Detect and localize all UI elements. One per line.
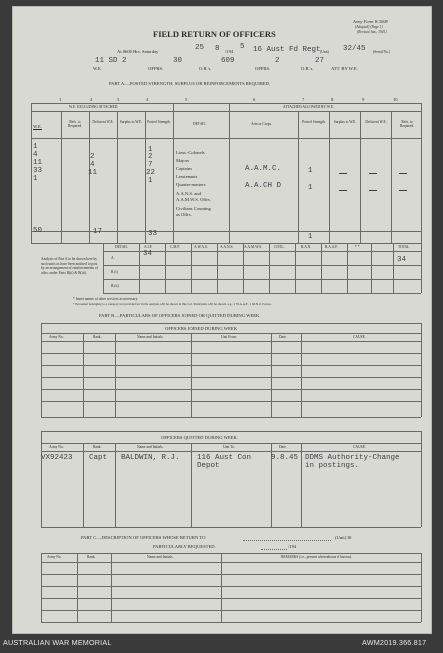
deficient-value-row: 11 <box>88 169 98 177</box>
we-col-header: W.E. <box>33 124 43 129</box>
joined-col-header: Name and Initials. <box>137 335 164 339</box>
footnote-2: * Personnel belonging to a category not provided for in the analysis will be shown in this Col. Particulars will be shown, e.g., 2 W.A.A.F., 1 M.N.Z. Forces. <box>73 302 272 306</box>
quitted-col-header: Date. <box>279 445 287 449</box>
table-rule <box>41 323 421 324</box>
att-posted-2: 1 <box>308 184 313 192</box>
refs-col-header: Refs. to Required. <box>67 120 83 128</box>
year-prefix: /194 <box>225 49 234 54</box>
quitted-rank: Capt <box>89 454 108 462</box>
form-number: Army Form W.3008 <box>353 19 388 24</box>
table-rule <box>191 333 192 417</box>
table-rule <box>111 553 112 622</box>
table-rule <box>191 243 192 293</box>
posted-value-row: 22 <box>146 169 156 177</box>
table-rule <box>89 111 90 243</box>
part-c-col-header: Name and Initials. <box>147 555 174 559</box>
rank-label: Civilians Counting <box>176 206 211 211</box>
we-value-row: 1 <box>33 175 38 183</box>
att-posted-1: 1 <box>308 167 313 175</box>
att-refs-col-header: Refs. to Required. <box>399 120 415 128</box>
quitted-name: BALDWIN, R.J. <box>121 454 180 462</box>
col-number: 6 <box>253 97 256 102</box>
deficient-col-header: Deficient W.E. <box>92 120 114 124</box>
dash-mark <box>369 173 377 174</box>
dash-mark <box>399 173 407 174</box>
rank-label: Captains <box>176 166 193 171</box>
att-surplus-col-header: Surplus to W.E. <box>333 120 357 124</box>
quitted-col-header: Army No. <box>49 445 64 449</box>
part-a-heading: PART A.—POSTED STRENGTH, SURPLUS OR REINFORCEMENTS REQUIRED. <box>109 81 271 86</box>
table-rule <box>41 365 421 366</box>
table-rule <box>145 111 146 243</box>
rank-label: Lieutenants <box>176 174 198 179</box>
fill-line <box>243 540 331 541</box>
table-rule <box>421 553 422 622</box>
table-rule <box>41 598 421 599</box>
table-rule <box>421 103 422 243</box>
table-rule <box>41 527 421 528</box>
offrs-value: 30 <box>173 57 183 65</box>
att-label: ATT. BY W.E. <box>331 66 358 71</box>
table-rule <box>41 610 421 611</box>
footer-institution: AUSTRALIAN WAR MEMORIAL <box>3 638 112 647</box>
quitted-col-header: Name and Initials. <box>137 445 164 449</box>
joined-col-header: Rank. <box>93 335 102 339</box>
quitted-unit-2: Depot <box>197 462 220 470</box>
table-rule <box>347 243 348 293</box>
col-number: 3 <box>117 97 120 102</box>
posted-value-row: 7 <box>148 161 153 169</box>
table-rule <box>41 401 421 402</box>
table-rule <box>41 553 42 622</box>
attached-header: ATTACHED ALLOWED BY W.E. <box>283 105 334 109</box>
offrs-label: OFFRS. <box>148 66 164 71</box>
table-rule <box>41 333 421 334</box>
table-rule <box>329 111 330 243</box>
table-rule <box>41 341 421 342</box>
table-rule <box>295 243 296 293</box>
quitted-cause-1: DDMS Authority-Change <box>305 454 400 462</box>
rank-label: Lieut.-Colonels <box>176 150 205 155</box>
part-c-unit-label: (Unit) IS <box>335 535 352 540</box>
arm-col-header: Arm or Corps. <box>251 122 272 126</box>
sub-col-header: A.A.M.W.S. <box>244 245 262 249</box>
table-rule <box>41 586 421 587</box>
col-number: 1 <box>59 97 62 102</box>
sub-col-header: R.A.A.F. <box>325 245 338 249</box>
joined-heading: OFFICERS JOINED DURING WEEK <box>165 326 238 331</box>
ors-value: 609 <box>221 57 235 65</box>
table-rule <box>391 111 392 243</box>
unit-name: 16 Aust Fd Regt <box>253 46 321 54</box>
col-number: 5 <box>185 97 188 102</box>
deficient-value-row: 2 <box>90 153 95 161</box>
rank-label: Majors <box>176 158 190 163</box>
quitted-cause-2: in postings. <box>305 462 360 470</box>
we-value-row: 33 <box>33 167 43 175</box>
sub-col-header: * * <box>355 245 360 249</box>
sub-row-label: B.(ii) <box>111 284 119 288</box>
table-rule <box>41 389 421 390</box>
table-rule <box>103 243 421 244</box>
table-rule <box>61 111 62 243</box>
joined-col-header: Unit From. <box>221 335 237 339</box>
col-number: 2 <box>90 97 93 102</box>
serial-number: 32/45 <box>343 45 366 53</box>
table-rule <box>83 443 84 527</box>
footnote-1: * Insert names of other services as necessary. <box>73 297 139 301</box>
table-rule <box>360 111 361 243</box>
we-label: W.E. <box>93 66 103 71</box>
joined-col-header: Date. <box>279 335 287 339</box>
detail-row-label: DETAIL <box>115 245 128 249</box>
table-rule <box>103 265 421 266</box>
sub-col-header: CIVIL. <box>274 245 285 249</box>
date-day: 25 <box>195 44 205 52</box>
att-arm-1: A.A.M.C. <box>245 165 282 173</box>
sub-col-header: A.A.N.S. <box>220 245 234 249</box>
table-rule <box>393 243 394 293</box>
surplus-col-header: Surplus to W.E. <box>119 120 143 124</box>
col-number: 8 <box>331 97 334 102</box>
posted-value-row: 1 <box>148 146 153 154</box>
form-revised: (Revised Jan., 1941) <box>357 30 387 34</box>
col-number: 4 <box>146 97 149 102</box>
sub-row-label: B.(i) <box>111 270 118 274</box>
part-c-line2: PARTICULARLY REQUESTED. <box>153 544 216 549</box>
deficient-value-row: 4 <box>90 161 95 169</box>
table-rule <box>115 443 116 527</box>
rank-label: A.A.M.W.S. Offrs. <box>176 197 211 202</box>
sub-col-header: A.W.A.S. <box>194 245 208 249</box>
table-rule <box>77 553 78 622</box>
form-title: FIELD RETURN OF OFFICERS <box>153 29 276 39</box>
table-rule <box>103 293 421 294</box>
dash-mark <box>339 173 347 174</box>
we-value-row: 1 <box>33 143 38 151</box>
col-number: 10 <box>393 97 398 102</box>
table-rule <box>41 553 421 554</box>
table-rule <box>191 443 192 527</box>
sub-col-header: A.I.F. <box>144 245 153 249</box>
sub-row-label: A. <box>111 256 115 260</box>
table-rule <box>41 443 421 444</box>
quitted-col-header: Unit To. <box>223 445 235 449</box>
part-c-year: /194 <box>288 544 297 549</box>
posted-col-header: Posted Strength. <box>147 120 171 124</box>
fill-line <box>261 549 287 550</box>
table-rule <box>271 333 272 417</box>
table-rule <box>221 553 222 622</box>
col-number: 7 <box>302 97 305 102</box>
offrs2-value: 2 <box>275 57 280 65</box>
footer-accession: AWM2019.366.817 <box>362 638 427 647</box>
table-rule <box>139 243 140 293</box>
aif-value: 34 <box>143 250 153 258</box>
quitted-col-header: Rank. <box>93 445 102 449</box>
table-rule <box>103 279 421 280</box>
serial-label: (Serial No.) <box>373 50 390 54</box>
table-rule <box>41 574 421 575</box>
table-rule <box>41 431 42 527</box>
document-page <box>12 6 432 634</box>
part-b-heading: PART B.—PARTICULARS OF OFFICERS JOINED OR QUITTED DURING WEEK. <box>99 313 261 318</box>
table-rule <box>421 323 422 417</box>
we-value-row: 11 <box>33 159 43 167</box>
table-rule <box>41 353 421 354</box>
table-rule <box>41 622 421 623</box>
quitted-heading: OFFICERS QUITTED DURING WEEK. <box>161 435 238 440</box>
total-posted: 33 <box>148 230 158 238</box>
total-deficient: 17 <box>93 228 103 236</box>
table-rule <box>301 443 302 527</box>
part-c-col-header: Rank. <box>87 555 96 559</box>
table-rule <box>41 562 421 563</box>
att-posted-col-header: Posted Strength. <box>302 120 326 124</box>
rank-label: A.A.N.S. and <box>176 191 201 196</box>
part-c-col-header: Army No. <box>47 555 62 559</box>
joined-col-header: CAUSE. <box>353 335 366 339</box>
we-value-row: 4 <box>33 151 38 159</box>
offrs-label-2: OFFRS. <box>255 66 271 71</box>
posted-value-row: 1 <box>148 177 153 185</box>
sub-col-header: TOTAL <box>398 245 410 249</box>
table-rule <box>243 243 244 293</box>
part-c-col-header: REMARKS (i.e., present whereabouts if known). <box>281 555 352 559</box>
table-rule <box>83 333 84 417</box>
joined-col-header: Army No. <box>49 335 64 339</box>
ors2-value: 27 <box>315 57 325 65</box>
table-rule <box>421 431 422 527</box>
at-line: At 0600 Hrs. Saturday <box>117 49 159 54</box>
rank-label: as Offrs. <box>176 212 192 217</box>
quitted-date: 9.8.45 <box>271 454 299 462</box>
posted-value-row: 2 <box>148 153 153 161</box>
dash-mark <box>339 190 347 191</box>
ors-label: O.R.'s. <box>199 66 212 71</box>
sub-col-header: C.M.F. <box>170 245 180 249</box>
table-rule <box>41 417 421 418</box>
table-rule <box>31 103 421 104</box>
table-rule <box>41 451 421 452</box>
table-rule <box>165 243 166 293</box>
table-rule <box>421 243 422 293</box>
att-def-col-header: Deficient W.E. <box>365 120 387 124</box>
table-rule <box>217 243 218 293</box>
quitted-army-no: VX92423 <box>41 454 73 462</box>
table-rule <box>103 243 104 293</box>
att-arm-2: A.A.CH D <box>245 182 282 190</box>
analysis-note: Analysis of Part A to be shown here by such units as have been notified to post by an arrangement of reinforcements of offrs. under Parts B(ii) & B(iii). <box>41 257 98 275</box>
table-rule <box>117 111 118 243</box>
table-rule <box>115 333 116 417</box>
dash-mark <box>399 190 407 191</box>
table-rule <box>41 431 421 432</box>
rank-label: Quarter-masters <box>176 182 206 187</box>
total-att: 1 <box>308 233 313 241</box>
ors-label-2: O.R.'s. <box>301 66 314 71</box>
table-rule <box>298 111 299 243</box>
table-rule <box>371 243 372 293</box>
table-rule <box>31 103 32 243</box>
quitted-col-header: CAUSE. <box>353 445 366 449</box>
total-value: 34 <box>397 256 407 264</box>
part-c-heading: PART C.—DESCRIPTION OF OFFICERS WHOSE RETURN TO <box>81 535 206 540</box>
table-rule <box>301 333 302 417</box>
detail-col-header: DETAIL <box>193 122 206 126</box>
col-number: 9 <box>362 97 365 102</box>
total-we: 50 <box>33 227 43 235</box>
date-month: 8 <box>215 45 220 53</box>
we-excl-header: W.E. EXCLUDING ATTACHED. <box>69 105 119 109</box>
year-suffix: 5 <box>240 43 245 51</box>
dash-mark <box>369 190 377 191</box>
quitted-unit-1: 116 Aust Con <box>197 454 252 462</box>
table-rule <box>41 323 42 417</box>
unit-label: (Unit) <box>320 50 329 54</box>
we-value: 11 SD 2 <box>95 57 127 65</box>
table-rule <box>321 243 322 293</box>
sub-col-header: R.A.N. <box>301 245 312 249</box>
form-adapted: (Adapted) (Page 1) <box>355 25 383 29</box>
table-rule <box>41 377 421 378</box>
table-rule <box>229 103 230 243</box>
table-rule <box>269 243 270 293</box>
table-rule <box>173 103 174 243</box>
